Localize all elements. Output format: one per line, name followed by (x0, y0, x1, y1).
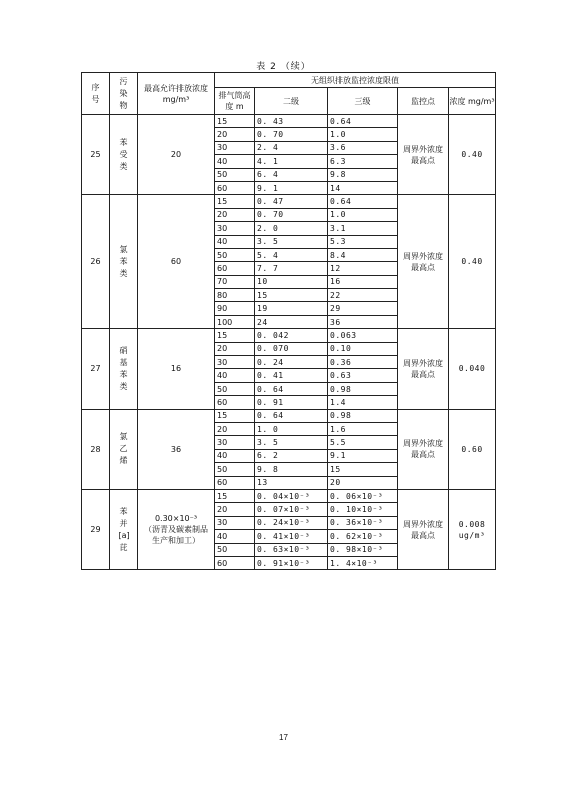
grade2-cell: 13 (255, 476, 328, 489)
concentration-cell: 0.40 (449, 195, 496, 329)
pollutant-name: 氯苯类 (119, 244, 128, 278)
header-monitor-point: 监控点 (398, 88, 449, 115)
grade2-cell: 0. 04×10⁻³ (255, 489, 328, 502)
stack-height-cell: 40 (215, 369, 255, 382)
grade2-cell: 3. 5 (255, 235, 328, 248)
stack-height-cell: 15 (215, 195, 255, 208)
grade2-cell: 0. 24×10⁻³ (255, 516, 328, 529)
monitor-point-cell: 周界外浓度最高点 (398, 329, 449, 409)
pollutant-name: 苯并[a]芘 (118, 506, 130, 552)
grade3-cell: 22 (328, 289, 398, 302)
monitor-point-cell: 周界外浓度最高点 (398, 195, 449, 329)
grade3-cell: 1.4 (328, 396, 398, 409)
stack-height-cell: 60 (215, 396, 255, 409)
grade3-cell: 0. 10×10⁻³ (328, 503, 398, 516)
stack-height-cell: 20 (215, 503, 255, 516)
grade2-cell: 1. 0 (255, 422, 328, 435)
pollutant-cell (110, 195, 138, 329)
grade2-cell: 0. 64 (255, 409, 328, 422)
grade2-cell: 4. 1 (255, 155, 328, 168)
monitor-point-cell: 周界外浓度最高点 (398, 409, 449, 489)
header-stack-height: 排气筒高度 m (215, 88, 255, 115)
pollutant-name: 硝基苯类 (119, 345, 128, 391)
pollutant-cell (110, 409, 138, 489)
table-body (82, 115, 496, 570)
grade3-cell: 0.64 (328, 195, 398, 208)
pollutant-name: 氯乙烯 (119, 432, 128, 466)
grade2-cell: 6. 2 (255, 449, 328, 462)
stack-height-cell: 15 (215, 489, 255, 502)
monitor-point-cell: 周界外浓度最高点 (398, 115, 449, 195)
max-conc-note: （沥青及碳素制品生产和加工） (144, 525, 208, 546)
grade3-cell: 0.98 (328, 409, 398, 422)
grade2-cell: 0. 24 (255, 356, 328, 369)
header-seq: 序号 (82, 73, 110, 115)
stack-height-cell: 50 (215, 543, 255, 556)
stack-height-cell: 70 (215, 275, 255, 288)
grade3-cell: 1.6 (328, 422, 398, 435)
grade3-cell: 3.6 (328, 141, 398, 154)
grade2-cell: 0. 43 (255, 115, 328, 128)
max-conc-cell (138, 409, 215, 489)
grade3-cell: 9.1 (328, 449, 398, 462)
stack-height-cell: 30 (215, 141, 255, 154)
seq-cell: 28 (82, 409, 110, 489)
grade3-cell: 0.10 (328, 342, 398, 355)
seq-cell: 25 (82, 115, 110, 195)
header-grade2: 二级 (255, 88, 328, 115)
stack-height-cell: 20 (215, 208, 255, 221)
max-conc-value: 0.30×10⁻³ (154, 514, 198, 524)
seq-cell: 26 (82, 195, 110, 329)
stack-height-cell: 15 (215, 409, 255, 422)
grade3-cell: 0. 98×10⁻³ (328, 543, 398, 556)
header-grade3: 三级 (328, 88, 398, 115)
grade3-cell: 36 (328, 315, 398, 328)
grade3-cell: 1.0 (328, 208, 398, 221)
stack-height-cell: 60 (215, 181, 255, 194)
grade3-cell: 0.063 (328, 329, 398, 342)
grade2-cell: 19 (255, 302, 328, 315)
table-caption: 表 2 （续） (256, 62, 311, 72)
stack-height-cell: 100 (215, 315, 255, 328)
grade3-cell: 0.63 (328, 369, 398, 382)
header-concentration: 浓度 mg/m³ (449, 88, 496, 115)
pollutant-cell (110, 115, 138, 195)
stack-height-cell: 15 (215, 329, 255, 342)
stack-height-cell: 50 (215, 463, 255, 476)
grade3-cell: 1.0 (328, 128, 398, 141)
grade2-cell: 6. 4 (255, 168, 328, 181)
stack-height-cell: 60 (215, 476, 255, 489)
grade2-cell: 2. 0 (255, 222, 328, 235)
stack-height-cell: 90 (215, 302, 255, 315)
stack-height-cell: 50 (215, 168, 255, 181)
max-conc-cell (138, 115, 215, 195)
grade3-cell: 12 (328, 262, 398, 275)
stack-height-cell: 50 (215, 248, 255, 261)
stack-height-cell: 30 (215, 436, 255, 449)
grade2-cell: 0. 070 (255, 342, 328, 355)
grade2-cell: 0. 91 (255, 396, 328, 409)
grade3-cell: 8.4 (328, 248, 398, 261)
grade3-cell: 0.98 (328, 382, 398, 395)
grade2-cell: 7. 7 (255, 262, 328, 275)
concentration-cell: 0.40 (449, 115, 496, 195)
grade2-cell: 24 (255, 315, 328, 328)
grade2-cell: 3. 5 (255, 436, 328, 449)
max-conc-value: 20 (170, 150, 182, 160)
grade3-cell: 14 (328, 181, 398, 194)
grade3-cell: 5.5 (328, 436, 398, 449)
grade2-cell: 0. 70 (255, 128, 328, 141)
emission-standards-table (81, 72, 496, 570)
table-row (82, 115, 496, 128)
table-row (82, 329, 496, 342)
grade3-cell: 0.64 (328, 115, 398, 128)
grade3-cell: 0. 06×10⁻³ (328, 489, 398, 502)
max-conc-cell (138, 329, 215, 409)
concentration-cell: 0.008 ug/m³ (449, 489, 496, 569)
table-row (82, 489, 496, 502)
stack-height-cell: 30 (215, 356, 255, 369)
max-conc-value: 36 (170, 444, 182, 454)
max-conc-value: 60 (170, 257, 182, 267)
max-conc-cell (138, 195, 215, 329)
stack-height-cell: 15 (215, 115, 255, 128)
monitor-point-cell: 周界外浓度最高点 (398, 489, 449, 569)
stack-height-cell: 60 (215, 262, 255, 275)
stack-height-cell: 40 (215, 530, 255, 543)
stack-height-cell: 50 (215, 382, 255, 395)
stack-height-cell: 20 (215, 128, 255, 141)
grade2-cell: 10 (255, 275, 328, 288)
seq-cell: 29 (82, 489, 110, 569)
grade3-cell: 0.36 (328, 356, 398, 369)
header-row-1 (82, 73, 496, 88)
grade3-cell: 5.3 (328, 235, 398, 248)
grade3-cell: 20 (328, 476, 398, 489)
table-row (82, 195, 496, 208)
grade2-cell: 2. 4 (255, 141, 328, 154)
grade2-cell: 0. 47 (255, 195, 328, 208)
max-conc-cell (138, 489, 215, 569)
stack-height-cell: 40 (215, 155, 255, 168)
grade3-cell: 0. 62×10⁻³ (328, 530, 398, 543)
stack-height-cell: 40 (215, 235, 255, 248)
header-group: 无组织排放监控浓度限值 (215, 73, 496, 88)
stack-height-cell: 60 (215, 556, 255, 569)
grade3-cell: 15 (328, 463, 398, 476)
pollutant-name: 苯受类 (119, 137, 128, 171)
pollutant-cell (110, 489, 138, 569)
grade3-cell: 29 (328, 302, 398, 315)
stack-height-cell: 30 (215, 222, 255, 235)
grade3-cell: 0. 36×10⁻³ (328, 516, 398, 529)
stack-height-cell: 40 (215, 449, 255, 462)
stack-height-cell: 30 (215, 516, 255, 529)
grade2-cell: 15 (255, 289, 328, 302)
grade2-cell: 0. 042 (255, 329, 328, 342)
grade2-cell: 0. 63×10⁻³ (255, 543, 328, 556)
grade2-cell: 0. 41×10⁻³ (255, 530, 328, 543)
concentration-cell: 0.040 (449, 329, 496, 409)
page-number: 17 (279, 733, 288, 742)
grade2-cell: 5. 4 (255, 248, 328, 261)
table-row (82, 409, 496, 422)
grade3-cell: 16 (328, 275, 398, 288)
grade3-cell: 3.1 (328, 222, 398, 235)
stack-height-cell: 80 (215, 289, 255, 302)
grade3-cell: 9.8 (328, 168, 398, 181)
stack-height-cell: 20 (215, 422, 255, 435)
grade2-cell: 0. 41 (255, 369, 328, 382)
grade2-cell: 0. 70 (255, 208, 328, 221)
seq-cell: 27 (82, 329, 110, 409)
grade3-cell: 1. 4×10⁻³ (328, 556, 398, 569)
grade2-cell: 9. 1 (255, 181, 328, 194)
grade3-cell: 6.3 (328, 155, 398, 168)
pollutant-cell (110, 329, 138, 409)
concentration-cell: 0.60 (449, 409, 496, 489)
grade2-cell: 0. 91×10⁻³ (255, 556, 328, 569)
grade2-cell: 0. 07×10⁻³ (255, 503, 328, 516)
grade2-cell: 9. 8 (255, 463, 328, 476)
grade2-cell: 0. 64 (255, 382, 328, 395)
stack-height-cell: 20 (215, 342, 255, 355)
header-max-conc: 最高允许排放浓度 mg/m³ (138, 73, 215, 115)
max-conc-value: 16 (170, 364, 182, 374)
header-pollutant: 污染物 (110, 73, 138, 115)
